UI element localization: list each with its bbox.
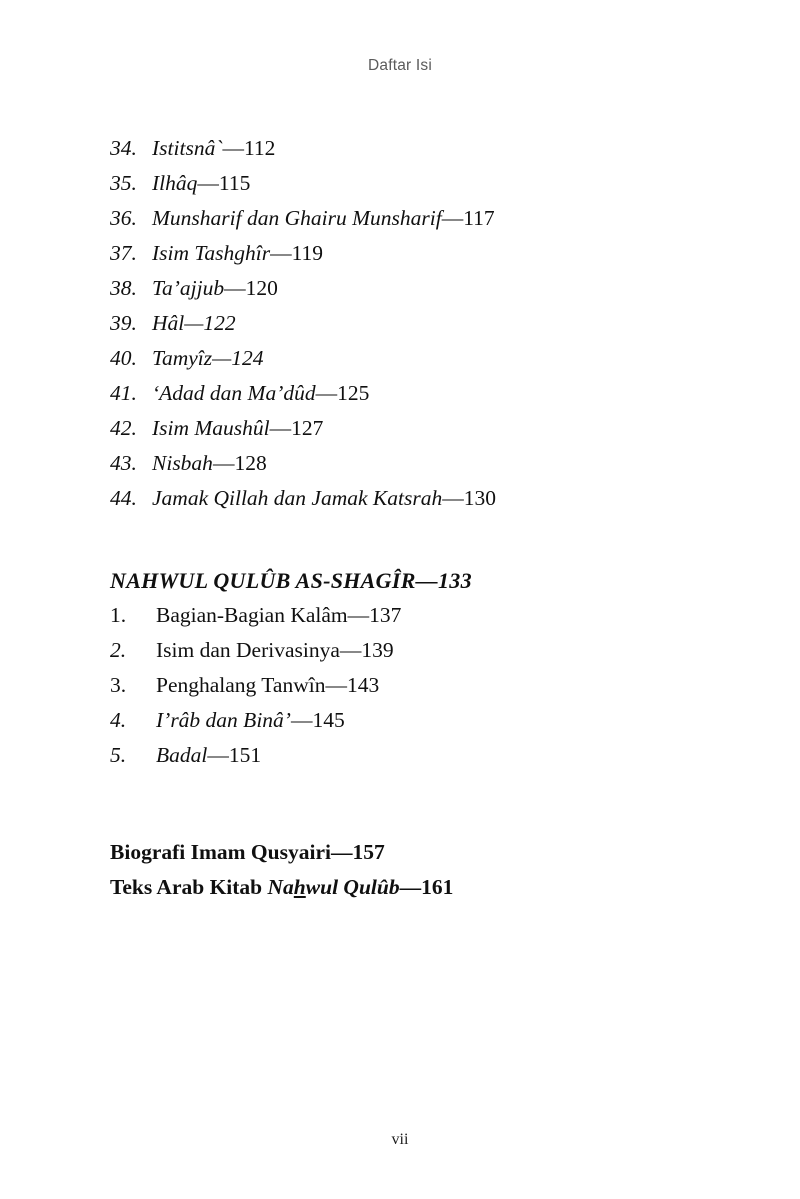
- toc-list-continued: [110, 131, 710, 516]
- toc-entry-number: 36.: [110, 206, 137, 230]
- toc-backmatter-teks-arab[interactable]: Teks Arab Kitab Nahwul Qulûb—161: [110, 875, 454, 899]
- toc-entry-2[interactable]: [110, 633, 710, 668]
- toc-entry-label: Munsharif dan Ghairu Munsharif—117: [152, 206, 495, 230]
- spacer: [110, 516, 710, 563]
- toc-entry-label: Isim Tashghîr—119: [152, 241, 324, 265]
- toc-entry-label: I’râb dan Binâ’—145: [156, 708, 345, 732]
- toc-entry-34[interactable]: [110, 131, 710, 166]
- toc-list-section: [110, 598, 710, 773]
- toc-entry-40[interactable]: [110, 341, 710, 376]
- page-number: vii: [391, 1131, 409, 1148]
- toc-entry-4[interactable]: [110, 703, 710, 738]
- toc-entry-3[interactable]: [110, 668, 710, 703]
- toc-entry-number: 3.: [110, 673, 127, 697]
- toc-entry-number: 5.: [110, 743, 127, 767]
- toc-entry-label: Ta’ajjub—120: [152, 276, 278, 300]
- toc-entry-1[interactable]: [110, 598, 710, 633]
- toc-entry-number: 42.: [110, 416, 137, 440]
- toc-entry-label: Ilhâq—115: [152, 171, 251, 195]
- toc-entry-number: 1.: [110, 603, 127, 627]
- toc-entry-44[interactable]: [110, 481, 710, 516]
- toc-entry-label: Penghalang Tanwîn—143: [156, 673, 380, 697]
- toc-entry-label: Isim dan Derivasinya—139: [156, 638, 394, 662]
- running-header: Daftar Isi: [367, 57, 432, 74]
- toc-section-heading[interactable]: NAHWUL QULÛB AS-SHAGÎR—133: [110, 568, 472, 593]
- toc-entry-36[interactable]: [110, 201, 710, 236]
- toc-entry-number: 34.: [110, 136, 137, 160]
- toc-entry-number: 44.: [110, 486, 137, 510]
- toc-entry-number: 43.: [110, 451, 137, 475]
- toc-entry-label: Istitsnâ`—112: [152, 136, 276, 160]
- toc-entry-number: 41.: [110, 381, 137, 405]
- toc-entry-number: 40.: [110, 346, 137, 370]
- toc-entry-41[interactable]: [110, 376, 710, 411]
- toc-entry-number: 37.: [110, 241, 137, 265]
- spacer: [110, 773, 710, 835]
- toc-entry-35[interactable]: [110, 166, 710, 201]
- toc-entry-38[interactable]: [110, 271, 710, 306]
- toc-entry-label: ‘Adad dan Ma’dûd—125: [152, 381, 370, 405]
- toc-entry-label: Hâl—122: [152, 311, 236, 335]
- toc-entry-37[interactable]: [110, 236, 710, 271]
- toc-entry-label: Badal—151: [156, 743, 262, 767]
- toc-entry-42[interactable]: [110, 411, 710, 446]
- toc-entry-5[interactable]: [110, 738, 710, 773]
- toc-backmatter-biografi[interactable]: Biografi Imam Qusyairi—157: [110, 840, 385, 864]
- toc-entry-label: Isim Maushûl—127: [152, 416, 324, 440]
- toc-entry-43[interactable]: [110, 446, 710, 481]
- toc-entry-number: 4.: [110, 708, 127, 732]
- toc-entry-label: Nisbah—128: [152, 451, 267, 475]
- toc-entry-number: 38.: [110, 276, 137, 300]
- toc-entry-number: 39.: [110, 311, 137, 335]
- toc-entry-number: 2.: [110, 638, 127, 662]
- toc-entry-number: 35.: [110, 171, 137, 195]
- toc-entry-label: Jamak Qillah dan Jamak Katsrah—130: [152, 486, 496, 510]
- toc-entry-39[interactable]: [110, 306, 710, 341]
- toc-entry-label: Tamyîz—124: [152, 346, 264, 370]
- toc-content: [110, 131, 710, 905]
- toc-entry-label: Bagian-Bagian Kalâm—137: [156, 603, 402, 627]
